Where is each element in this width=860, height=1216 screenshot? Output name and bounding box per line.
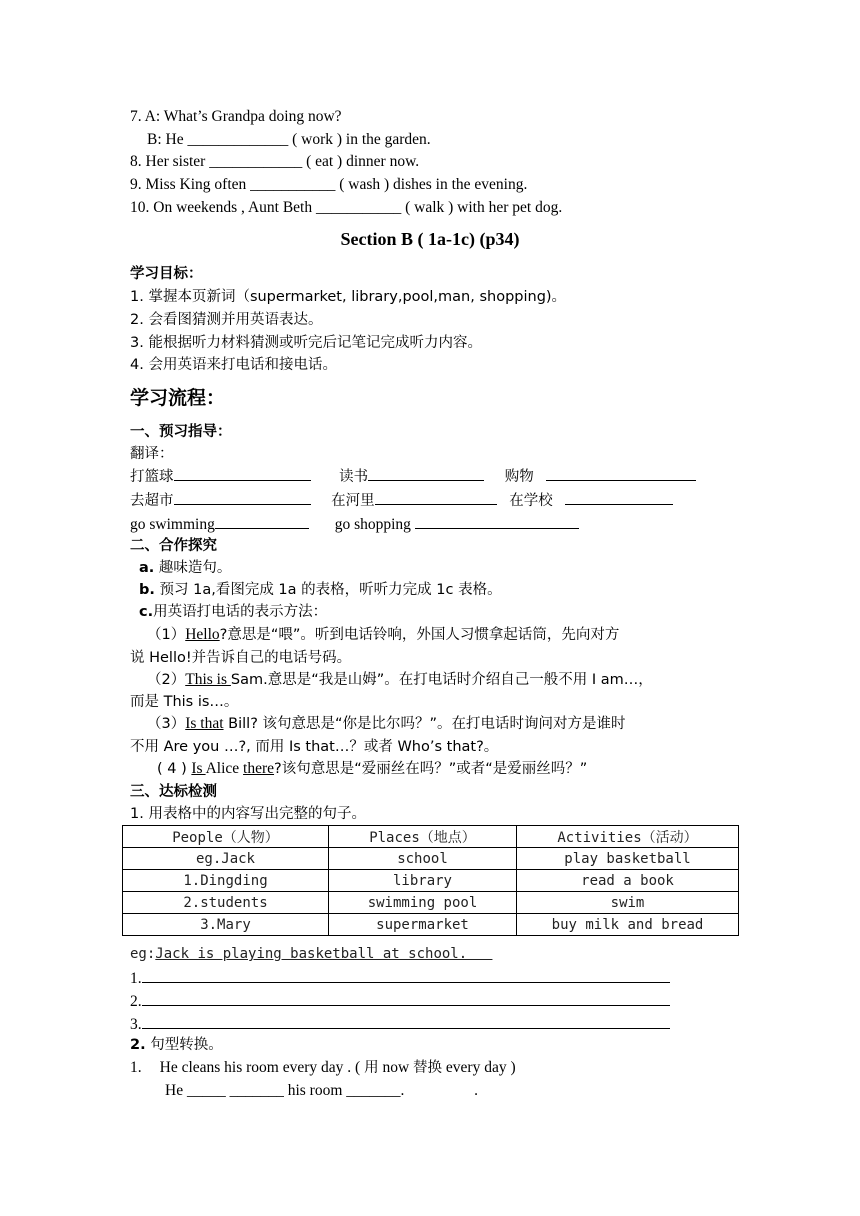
item-text: every day ) (442, 1059, 516, 1076)
phone-point-2-cont: 而是 This is…。 (130, 694, 239, 710)
point-text: Bill? 该句意思是“你是比尔吗？”。在打电话时询问对方是谁时 (223, 716, 626, 732)
table-cell: library (329, 870, 517, 892)
exercise-7-answer: B: He _____________ ( work ) in the garden. (147, 131, 431, 148)
point-number: ( 4 ) (157, 761, 192, 777)
table-cell: swimming pool (329, 892, 517, 914)
table-cell: school (329, 848, 517, 870)
answer-label: 1. (130, 970, 142, 987)
point-number: （3） (147, 716, 186, 732)
answer-blank (415, 514, 579, 529)
answer-blank (174, 490, 311, 505)
goal-item: 2. 会看图猜测并用英语表达。 (130, 312, 323, 328)
point-text: ?该句意思是“爱丽丝在吗？”或者“是爱丽丝吗？” (274, 761, 588, 777)
translate-item: 打篮球 (130, 469, 174, 485)
answer-blank (565, 490, 673, 505)
answer-blank (174, 466, 311, 481)
example-prefix: eg: (130, 946, 156, 962)
answer-line-2 (130, 991, 670, 1012)
exercise-7-question: 7. A: What’s Grandpa doing now? (130, 108, 342, 125)
goals-heading: 学习目标： (130, 266, 203, 282)
point-number: （2） (147, 672, 186, 688)
answer-line-1 (130, 968, 670, 989)
table-cell: read a book (517, 870, 739, 892)
table-cell: eg.Jack (123, 848, 329, 870)
phone-point-4 (157, 759, 587, 779)
example-sentence: Jack is playing basketball at school. (155, 946, 493, 962)
translate-item: go shopping (334, 516, 411, 533)
transform-item-1 (130, 1058, 516, 1078)
point-text: Alice (205, 760, 244, 777)
goal-item: 4. 会用英语来打电话和接电话。 (130, 357, 337, 373)
table-header: Places（地点） (329, 826, 517, 848)
question-title: 句型转换。 (145, 1037, 223, 1053)
translate-row-1 (130, 466, 696, 487)
answer-blank (368, 466, 484, 481)
table-cell: 2.students (123, 892, 329, 914)
section-title: Section B ( 1a-1c) (p34) (340, 229, 520, 249)
translate-row-2 (130, 490, 673, 511)
check-heading: 三、达标检测 (130, 784, 217, 800)
cooperate-b (139, 580, 502, 600)
item-letter: c. (139, 604, 154, 620)
point-text: ?意思是“喂”。听到电话铃响，外国人习惯拿起话筒，先向对方 (219, 627, 620, 643)
exercise-8: 8. Her sister ____________ ( eat ) dinner now. (130, 153, 420, 170)
phone-point-3 (147, 714, 626, 734)
table-cell: 3.Mary (123, 914, 329, 936)
translate-item: 在河里 (331, 493, 375, 509)
answer-blank (546, 466, 696, 481)
flow-heading: 学习流程： (130, 387, 226, 409)
point-text: Sam.意思是“我是山姆”。在打电话时介绍自己一般不用 I am…， (230, 672, 653, 688)
people-places-table (122, 825, 739, 936)
item-letter: a. (139, 560, 155, 576)
example-sentence-line (130, 944, 492, 964)
answer-label: 2. (130, 993, 142, 1010)
item-number: 1. (130, 1059, 142, 1076)
point-number: （1） (147, 627, 186, 643)
item-text: 预习 1a,看图完成 1a 的表格，听听力完成 1c 表格。 (154, 582, 502, 598)
transform-item-1-answer: He _____ _______ his room _______. . (165, 1082, 479, 1099)
answer-blank (142, 968, 670, 983)
preview-heading: 一、预习指导： (130, 424, 232, 440)
underlined-phrase: Is (191, 760, 206, 777)
item-text: 用英语打电话的表示方法： (153, 604, 328, 620)
table-header-row (123, 826, 739, 848)
table-cell: play basketball (517, 848, 739, 870)
table-header: Activities（活动） (517, 826, 739, 848)
table-cell: buy milk and bread (517, 914, 739, 936)
item-text: now (378, 1059, 414, 1076)
phone-point-1-cont: 说 Hello!并告诉自己的电话号码。 (130, 650, 352, 666)
goal-item: 3. 能根据听力材料猜测或听完后记笔记完成听力内容。 (130, 335, 482, 351)
table-header: People（人物） (123, 826, 329, 848)
phone-point-1 (147, 625, 619, 645)
translate-item: 读书 (339, 469, 369, 485)
check-question-2 (130, 1035, 223, 1055)
check-question-1: 1. 用表格中的内容写出完整的句子。 (130, 806, 366, 822)
translate-label: 翻译： (130, 446, 174, 462)
underlined-phrase: Hello (185, 626, 220, 643)
answer-line-3 (130, 1014, 670, 1035)
phone-point-2 (147, 670, 653, 690)
answer-label: 3. (130, 1016, 142, 1033)
item-text: 趣味造句。 (154, 560, 232, 576)
item-text: He cleans his room every day . ( (159, 1059, 365, 1076)
answer-blank (142, 991, 670, 1006)
answer-blank (215, 514, 309, 529)
exercise-10: 10. On weekends , Aunt Beth ___________ ( walk ) with her pet dog. (130, 199, 563, 216)
table-row (123, 848, 739, 870)
table-row (123, 870, 739, 892)
item-letter: b. (139, 582, 155, 598)
translate-item: 在学校 (509, 493, 553, 509)
translate-item: 购物 (504, 469, 534, 485)
cooperate-c (139, 602, 327, 622)
table-cell: supermarket (329, 914, 517, 936)
item-text: 用 (364, 1060, 379, 1076)
underlined-phrase: there (243, 760, 275, 777)
table-row (123, 892, 739, 914)
translate-item: 去超市 (130, 493, 174, 509)
question-number: 2. (130, 1037, 146, 1053)
translate-row-3 (130, 514, 579, 535)
exercise-9: 9. Miss King often ___________ ( wash ) dishes in the evening. (130, 176, 528, 193)
answer-blank (375, 490, 497, 505)
cooperate-heading: 二、合作探究 (130, 538, 217, 554)
underlined-phrase: This is (185, 671, 231, 688)
goal-item: 1. 掌握本页新词（supermarket, library,pool,man, shopping)。 (130, 289, 567, 305)
table-row (123, 914, 739, 936)
table-cell: 1.Dingding (123, 870, 329, 892)
item-text: 替换 (413, 1060, 443, 1076)
underlined-phrase: Is that (185, 715, 224, 732)
table-cell: swim (517, 892, 739, 914)
answer-blank (142, 1014, 670, 1029)
translate-item: go swimming (130, 516, 215, 533)
phone-point-3-cont: 不用 Are you …?, 而用 Is that…？或者 Who’s that?。 (130, 739, 499, 755)
cooperate-a (139, 558, 231, 578)
